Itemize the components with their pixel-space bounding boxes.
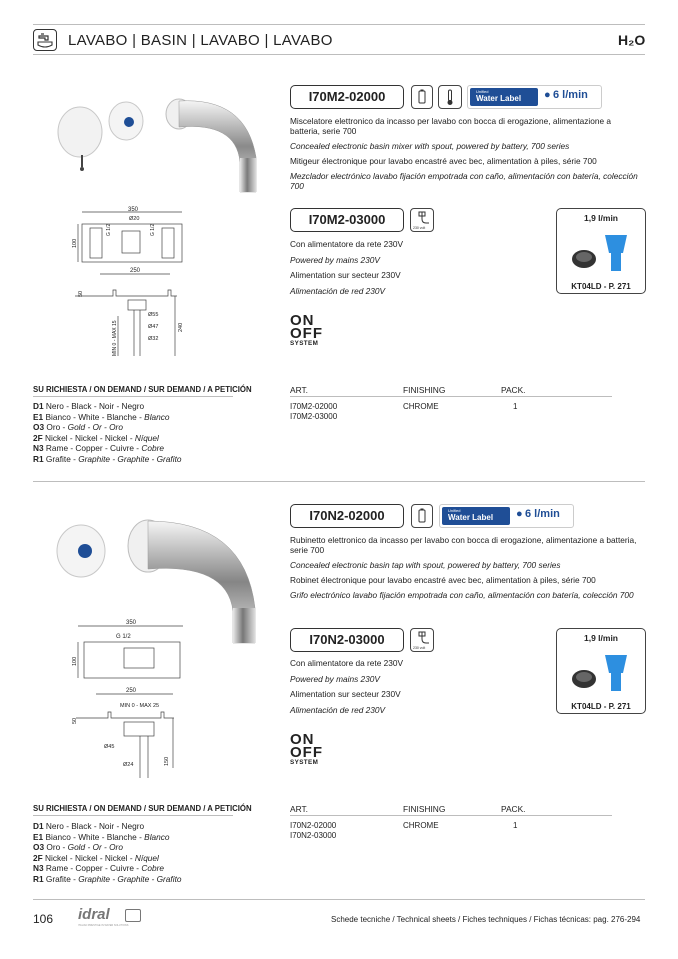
svg-text:230 volt: 230 volt (413, 226, 426, 230)
water-label-flow-1: 6 l/min (553, 89, 588, 101)
flow-box-2: 1,9 l/min KT04LD - P. 271 (556, 628, 646, 714)
tech-drawing-1 (70, 204, 190, 364)
idral-logo-mark (125, 909, 141, 922)
footer-reference: Schede tecniche / Technical sheets / Fiches techniques / Fichas técnicas: pag. 276-294 (331, 915, 641, 924)
pack-2: 1 (513, 821, 518, 830)
dim-d20: Ø20 (129, 216, 140, 222)
dim-g12-c: G 1/2 (116, 634, 131, 640)
battery-icon (411, 85, 433, 109)
col-pack-1: PACK. (501, 385, 526, 395)
thermometer-icon (438, 85, 462, 109)
on-demand-title-2: SU RICHIESTA / ON DEMAND / SUR DEMAND / A PETICIÓN (33, 804, 252, 813)
header-bottom-rule (33, 54, 645, 55)
dim-250: 250 (130, 268, 141, 274)
brand-h2o: H₂O (618, 32, 646, 48)
dim-240: 240 (178, 322, 184, 332)
dim-100-b: 100 (72, 656, 78, 666)
col-finishing-2: FINISHING (403, 804, 446, 814)
table-rule-2 (290, 815, 612, 816)
dim-d45: Ø45 (104, 744, 115, 750)
on-demand-rule-2 (33, 815, 233, 816)
svg-text:230 volt: 230 volt (413, 646, 426, 650)
dim-d47: Ø47 (148, 324, 159, 330)
power-text-1: Con alimentatore da rete 230V Powered by mains 230V Alimentation sur secteur 230V Alimentación de red 230V (290, 239, 404, 296)
dim-d24: Ø24 (123, 762, 134, 768)
basin-tap-icon (33, 29, 57, 51)
art-list-2: I70N2-02000 I70N2-03000 (290, 821, 337, 840)
code-badge-battery-1: I70M2-02000 (290, 85, 404, 109)
page-number: 106 (33, 912, 54, 926)
description-1: Miscelatore elettronico da incasso per lavabo con bocca di erogazione, alimentazione a batteria, serie 700 Concealed electronic basin mixer with spout, powered by battery, 700 series Mitigeur électronique pour lavabo encastré avec bec, alimentation à piles, série 700 Mezclador electrónico lavabo fijación empotrada con caño, alimentación con batería, colección 700 (290, 116, 638, 191)
code-badge-battery-2: I70N2-02000 (290, 504, 404, 528)
mains-plug-icon-2 (410, 628, 434, 652)
battery-icon-2 (411, 504, 433, 528)
pack-1: 1 (513, 402, 518, 411)
onoff-system-logo-1: ON OFF SYSTEM (290, 312, 323, 347)
code-badge-mains-1: I70M2-03000 (290, 208, 404, 232)
footer-rule (33, 899, 645, 900)
idral-logo: idral ITALIAN PRESTIGE IN WATER SOLUTIONS (78, 906, 148, 928)
dim-min-max-15: MIN 0 - MAX 15 (112, 320, 118, 356)
finish-2: CHROME (403, 821, 439, 830)
finish-1: CHROME (403, 402, 439, 411)
finish-list-2: D1 Nero - Black - Noir - Negro E1 Bianco - White - Blanche - Blanco O3 Oro - Gold - Or - Oro 2F Nickel - Nickel - Nickel - Níquel N3 Rame - Copper - Cuivre - Cobre R1 Grafite - Graphite - Graphite - Grafito (33, 821, 182, 884)
code-badge-mains-2: I70N2-03000 (290, 628, 404, 652)
finish-list-1: D1 Nero - Black - Noir - Negro E1 Bianco - White - Blanche - Blanco O3 Oro - Gold - Or - Oro 2F Nickel - Nickel - Nickel - Níquel N3 Rame - Copper - Cuivre - Cobre R1 Grafite - Graphite - Graphite - Grafito (33, 401, 182, 464)
water-label-2: Unified Water Label ● 6 l/min (439, 504, 574, 528)
dim-50: 50 (78, 290, 84, 297)
product-photo-1 (46, 92, 271, 202)
on-demand-rule-1 (33, 396, 233, 397)
header-top-rule (33, 24, 645, 25)
col-pack-2: PACK. (501, 804, 526, 814)
dim-50-b: 50 (72, 717, 78, 724)
dim-min-max-25: MIN 0 - MAX 25 (120, 703, 160, 709)
on-demand-title-1: SU RICHIESTA / ON DEMAND / SUR DEMAND / A PETICIÓN (33, 385, 252, 394)
water-drop-icon-2: ● (516, 508, 523, 520)
section-divider (33, 481, 645, 482)
flow-box-1: 1,9 l/min KT04LD - P. 271 (556, 208, 646, 294)
dim-150: 150 (164, 756, 170, 766)
power-text-2: Con alimentatore da rete 230V Powered by mains 230V Alimentation sur secteur 230V Alimentación de red 230V (290, 658, 404, 715)
art-list-1: I70M2-02000 I70M2-03000 (290, 402, 338, 421)
onoff-system-logo-2: ON OFF SYSTEM (290, 731, 323, 766)
dim-g12-a: G 1/2 (106, 223, 112, 236)
dim-350: 350 (128, 207, 139, 213)
water-drop-icon: ● (544, 89, 551, 101)
page-title: LAVABO | BASIN | LAVABO | LAVABO (68, 32, 333, 49)
water-label-flow-2: 6 l/min (525, 508, 560, 520)
col-finishing-1: FINISHING (403, 385, 446, 395)
col-art-2: ART. (290, 804, 308, 814)
mains-plug-icon (410, 208, 434, 232)
dim-g12-b: G 1/2 (150, 223, 156, 236)
aerator-icon-2 (567, 647, 637, 697)
dim-d32: Ø32 (148, 336, 159, 342)
dim-350-b: 350 (126, 620, 137, 626)
dim-250-b: 250 (126, 688, 137, 694)
tech-drawing-2 (68, 618, 188, 778)
dim-d55: Ø55 (148, 312, 159, 318)
dim-100: 100 (72, 238, 78, 248)
col-art-1: ART. (290, 385, 308, 395)
aerator-icon (567, 227, 637, 277)
table-rule-1 (290, 396, 612, 397)
description-2: Rubinetto elettronico da incasso per lavabo con bocca di erogazione, alimentazione a batteria, serie 700 Concealed electronic basin tap with spout, powered by battery, 700 series Robinet électronique pour lavabo encastré avec bec, alimentation à piles, série 700 Grifo electrónico lavabo fijación empotrada con caño, alimentación con batería, colección 700 (290, 535, 637, 600)
water-label-1: Unified Water Label ● 6 l/min (467, 85, 602, 109)
